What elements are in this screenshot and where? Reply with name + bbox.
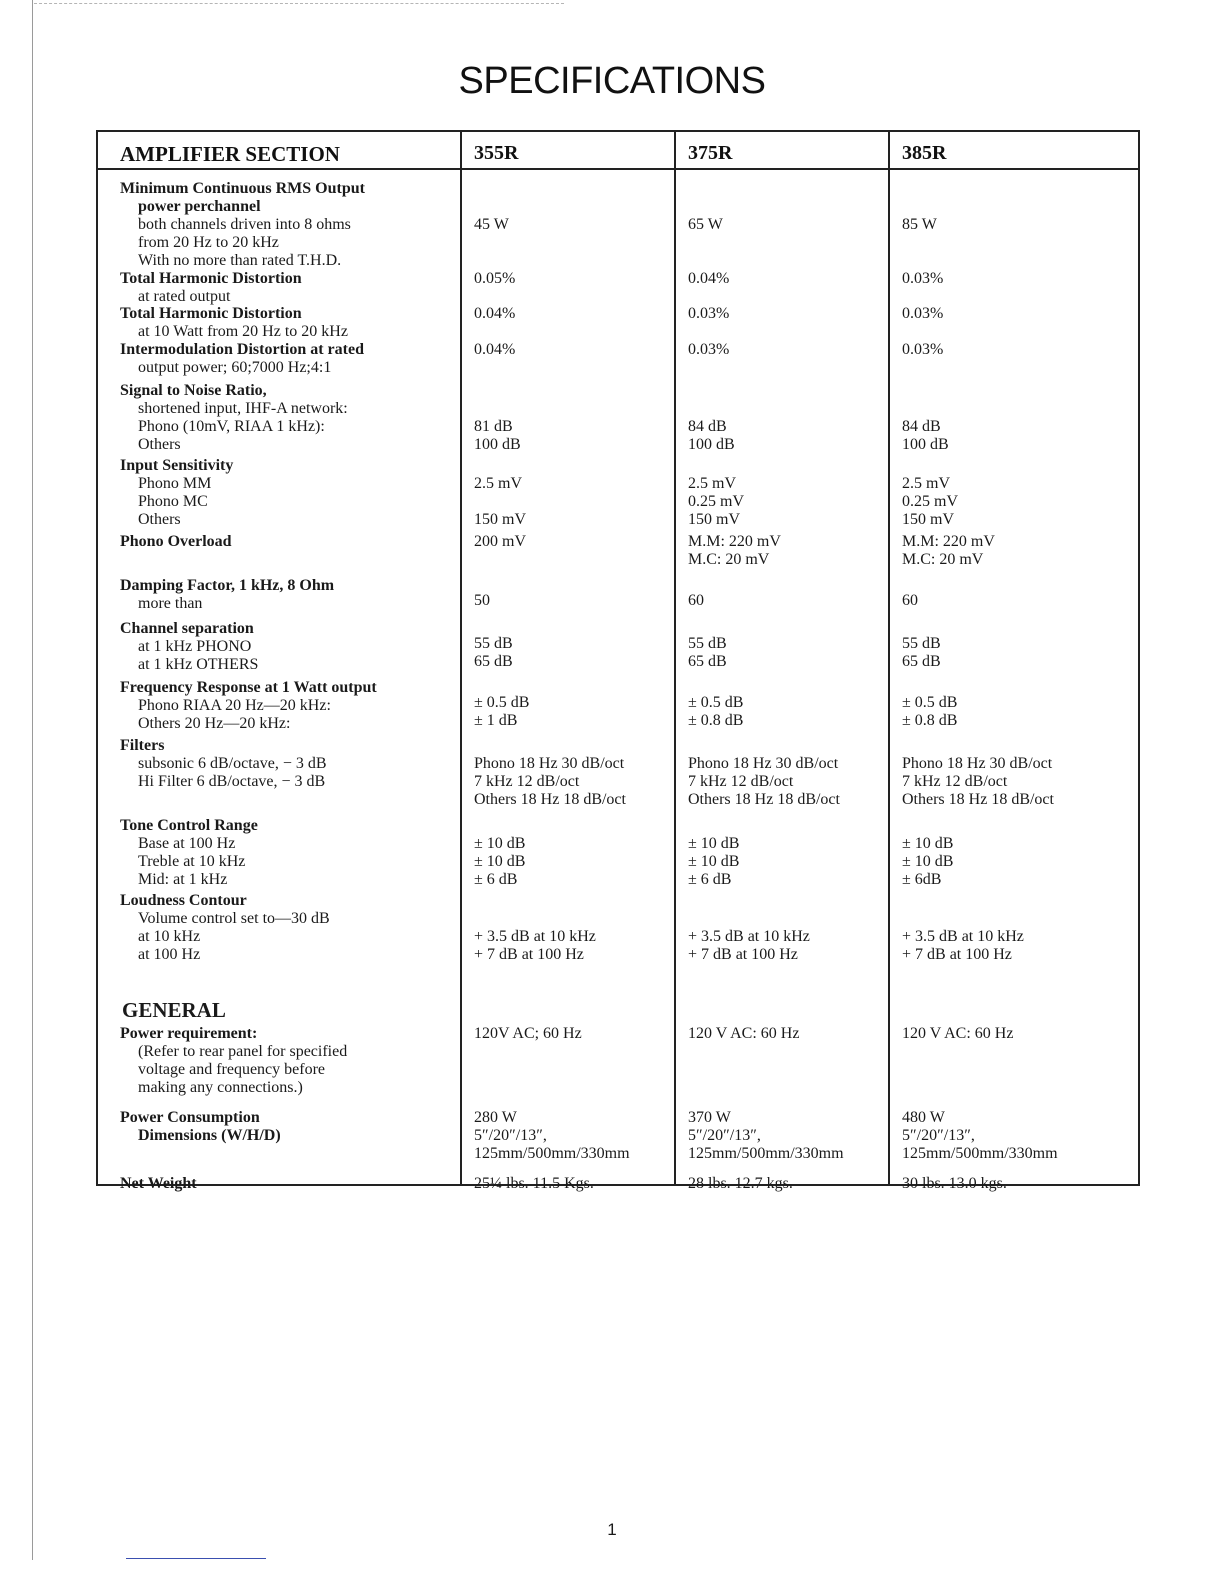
spec-label <box>120 1025 347 1097</box>
spec-value-375r: ± 0.5 dB ± 0.8 dB <box>688 693 744 729</box>
spec-label-title: Tone Control Range <box>120 817 258 835</box>
top-edge-rule <box>34 3 564 4</box>
spec-label-title: Total Harmonic Distortion <box>120 305 302 323</box>
spec-label-title: Intermodulation Distortion at rated <box>120 341 364 359</box>
spec-label-title: Filters <box>120 736 165 754</box>
header-model-375r: 375R <box>688 142 733 164</box>
spec-label-detail: Others <box>138 511 181 529</box>
spec-label-detail: at 1 kHz PHONO <box>138 638 252 656</box>
spec-label-detail: more than <box>138 595 203 613</box>
spec-label-detail: Others 20 Hz—20 kHz: <box>138 715 291 733</box>
spec-label-detail: at 1 kHz OTHERS <box>138 656 259 674</box>
spec-value-355r: 120V AC; 60 Hz <box>474 1024 582 1042</box>
column-divider <box>674 132 676 1184</box>
spec-label-detail: Phono RIAA 20 Hz—20 kHz: <box>138 697 331 715</box>
spec-label-title: Signal to Noise Ratio, <box>120 382 267 400</box>
spec-value-355r: 55 dB 65 dB <box>474 634 513 670</box>
spec-label-detail: at rated output <box>138 287 231 305</box>
spec-label <box>120 305 348 341</box>
spec-label <box>120 270 302 306</box>
spec-value-355r: 280 W 5″/20″/13″, 125mm/500mm/330mm <box>474 1109 630 1162</box>
spec-label-detail: at 100 Hz <box>138 946 201 964</box>
spec-label-detail: Hi Filter 6 dB/octave, − 3 dB <box>138 772 326 790</box>
spec-value-385r: 480 W 5″/20″/13″, 125mm/500mm/330mm <box>902 1109 1058 1162</box>
spec-value-355r: 0.05% <box>474 269 516 287</box>
general-section-title: GENERAL <box>122 998 226 1022</box>
bottom-rule <box>126 1558 266 1559</box>
spec-label <box>120 620 258 674</box>
page-title: SPECIFICATIONS <box>458 60 766 102</box>
spec-value-385r: ± 0.5 dB ± 0.8 dB <box>902 693 958 729</box>
spec-label-detail: Phono MC <box>138 493 208 511</box>
column-divider <box>460 132 462 1184</box>
spec-label-title: Power requirement: <box>120 1024 258 1042</box>
spec-value-375r: 370 W 5″/20″/13″, 125mm/500mm/330mm <box>688 1109 844 1162</box>
header-amplifier-section: AMPLIFIER SECTION <box>120 142 340 166</box>
spec-label <box>120 817 258 889</box>
spec-label <box>120 533 232 551</box>
spec-value-375r: 84 dB 100 dB <box>688 418 735 454</box>
spec-value-385r: M.M: 220 mV M.C: 20 mV <box>902 532 995 568</box>
spec-label-detail: from 20 Hz to 20 kHz <box>138 234 279 251</box>
spec-value-355r: ± 10 dB ± 10 dB ± 6 dB <box>474 835 526 889</box>
spec-value-385r: 55 dB 65 dB <box>902 634 941 670</box>
spec-value-385r: 0.03% <box>902 269 944 287</box>
spec-label-detail: Base at 100 Hz <box>138 835 236 853</box>
spec-label-title: Total Harmonic Distortion <box>120 269 302 287</box>
spec-label <box>120 1175 197 1193</box>
spec-label-detail: Volume control set to—30 dB <box>138 910 330 928</box>
spec-value-355r: 50 <box>474 591 490 609</box>
spec-label <box>120 457 233 529</box>
spec-value-375r: 0.04% <box>688 269 730 287</box>
spec-label-detail: output power; 60;7000 Hz;4:1 <box>138 359 332 377</box>
spec-value-355r: Phono 18 Hz 30 dB/oct 7 kHz 12 dB/oct Others 18 Hz 18 dB/oct <box>474 754 626 808</box>
spec-value-375r: M.M: 220 mV M.C: 20 mV <box>688 532 781 568</box>
spec-label <box>120 737 327 791</box>
spec-value-385r: 84 dB 100 dB <box>902 418 949 454</box>
spec-value-375r: 55 dB 65 dB <box>688 634 727 670</box>
spec-label-title: Power Consumption <box>120 1109 260 1126</box>
spec-label-detail: (Refer to rear panel for specified <box>138 1042 348 1060</box>
spec-value-375r: 0.03% <box>688 305 730 323</box>
spec-value-375r: + 3.5 dB at 10 kHz + 7 dB at 100 Hz <box>688 928 810 964</box>
spec-value-385r: 30 lbs. 13.0 kgs. <box>902 1175 1007 1193</box>
spec-label-title: Loudness Contour <box>120 892 247 910</box>
spec-label-title: Net Weight <box>120 1175 197 1193</box>
spec-label-detail: at 10 Watt from 20 Hz to 20 kHz <box>138 323 348 341</box>
spec-label <box>120 1109 281 1145</box>
spec-label-title: Phono Overload <box>120 532 232 550</box>
spec-label <box>120 892 330 964</box>
spec-label-detail: voltage and frequency before <box>138 1060 326 1078</box>
spec-value-385r: 120 V AC: 60 Hz <box>902 1024 1014 1042</box>
spec-label <box>120 180 365 270</box>
spec-label-title: Frequency Response at 1 Watt output <box>120 679 377 697</box>
spec-label-title: Damping Factor, 1 kHz, 8 Ohm <box>120 577 335 595</box>
header-model-355r: 355R <box>474 142 519 164</box>
spec-label-detail: both channels driven into 8 ohms <box>138 216 351 233</box>
spec-value-375r: 28 lbs. 12.7 kgs. <box>688 1175 793 1193</box>
spec-value-375r: ± 10 dB ± 10 dB ± 6 dB <box>688 835 740 889</box>
spec-value-355r: 81 dB 100 dB <box>474 418 521 454</box>
spec-label-detail: subsonic 6 dB/octave, − 3 dB <box>138 754 327 772</box>
spec-value-355r: 25¼ lbs. 11.5 Kgs. <box>474 1175 594 1193</box>
spec-label-detail: shortened input, IHF-A network: <box>138 400 348 418</box>
spec-value-355r: 200 mV <box>474 532 526 550</box>
spec-label-detail: Others <box>138 436 181 454</box>
spec-value-375r: 0.03% <box>688 341 730 359</box>
spec-label-title: Dimensions (W/H/D) <box>138 1127 281 1144</box>
spec-value-385r: 85 W <box>902 215 937 233</box>
spec-value-385r: 60 <box>902 591 918 609</box>
header-model-385r: 385R <box>902 142 947 164</box>
left-edge-rule <box>32 0 33 1560</box>
spec-label <box>120 341 364 377</box>
spec-label-title: Minimum Continuous RMS Output <box>120 180 365 197</box>
spec-value-385r: 0.03% <box>902 305 944 323</box>
spec-value-385r: 0.03% <box>902 341 944 359</box>
spec-value-355r: 0.04% <box>474 341 516 359</box>
spec-label-title: Input Sensitivity <box>120 457 234 475</box>
spec-value-355r: ± 0.5 dB ± 1 dB <box>474 693 530 729</box>
spec-label-detail: making any connections.) <box>138 1078 303 1096</box>
specifications-table <box>96 130 1140 1193</box>
spec-label-detail: at 10 kHz <box>138 928 201 946</box>
page-number: 1 <box>607 1520 617 1539</box>
spec-value-375r: 60 <box>688 591 704 609</box>
spec-value-375r: 2.5 mV 0.25 mV 150 mV <box>688 475 744 529</box>
spec-value-355r: 0.04% <box>474 305 516 323</box>
spec-value-355r: 45 W <box>474 215 509 233</box>
spec-label <box>120 382 348 454</box>
spec-label-detail: With no more than rated T.H.D. <box>138 252 342 269</box>
spec-value-385r: + 3.5 dB at 10 kHz + 7 dB at 100 Hz <box>902 928 1024 964</box>
spec-label-title: power perchannel <box>138 198 261 215</box>
spec-value-375r: 120 V AC: 60 Hz <box>688 1024 800 1042</box>
spec-label-detail: Mid: at 1 kHz <box>138 871 228 889</box>
column-divider <box>888 132 890 1184</box>
spec-value-385r: 2.5 mV 0.25 mV 150 mV <box>902 475 958 529</box>
spec-label <box>120 679 377 733</box>
spec-value-375r: 65 W <box>688 215 723 233</box>
spec-label <box>120 577 334 613</box>
header-rule <box>98 168 1138 170</box>
spec-value-385r: ± 10 dB ± 10 dB ± 6dB <box>902 835 954 889</box>
spec-value-355r: + 3.5 dB at 10 kHz + 7 dB at 100 Hz <box>474 928 596 964</box>
spec-label-detail: Treble at 10 kHz <box>138 853 246 871</box>
spec-value-385r: Phono 18 Hz 30 dB/oct 7 kHz 12 dB/oct Others 18 Hz 18 dB/oct <box>902 754 1054 808</box>
spec-label-title: Channel separation <box>120 620 254 638</box>
spec-label-detail: Phono MM <box>138 475 212 493</box>
spec-value-355r: 2.5 mV 150 mV <box>474 475 526 529</box>
spec-value-375r: Phono 18 Hz 30 dB/oct 7 kHz 12 dB/oct Others 18 Hz 18 dB/oct <box>688 754 840 808</box>
spec-label-detail: Phono (10mV, RIAA 1 kHz): <box>138 418 325 436</box>
